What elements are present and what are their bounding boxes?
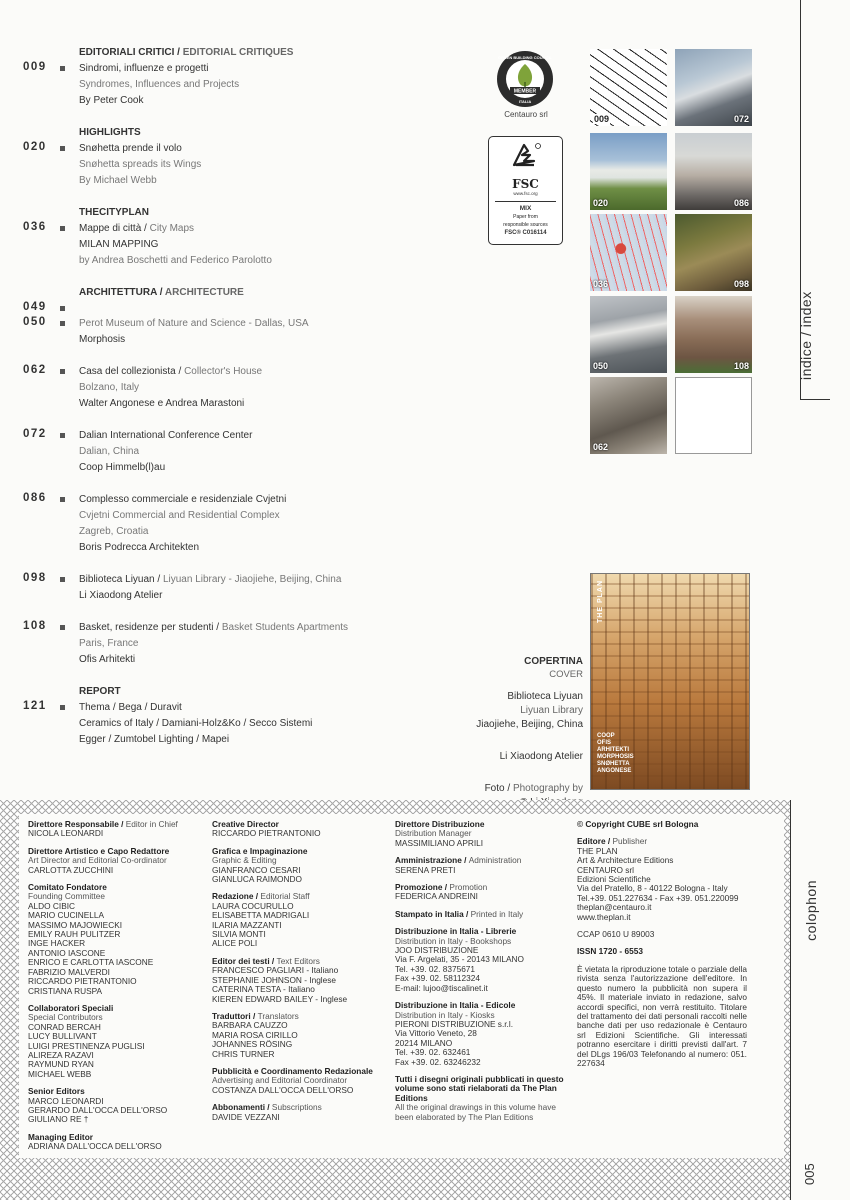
colophon-name: 20214 MILANO [395, 1037, 453, 1048]
index-line: Snøhetta spreads its Wings [79, 159, 202, 170]
colophon-name: SILVIA MONTI [212, 929, 266, 940]
colophon-subheading: Distribution in Italy - Kiosks [395, 1009, 495, 1020]
copyright: © Copyright CUBE srl Bologna [577, 819, 699, 829]
cover-place: Jiaojiehe, Beijing, China [476, 719, 583, 730]
colophon-heading-en: Printed in Italy [470, 908, 524, 919]
colophon-block [212, 1067, 387, 1095]
colophon-block [212, 820, 387, 839]
colophon-heading: Tutti i disegni originali pubblicati in questo volume sono stati rielaborati da The Plan Editions [395, 1073, 564, 1103]
gbc-member-text: MEMBER [513, 88, 537, 95]
colophon-heading: Managing Editor [28, 1131, 93, 1142]
colophon-name: LUIGI PRESTINENZA PUGLISI [28, 1040, 145, 1051]
thumbnail-number: 086 [733, 198, 749, 208]
bullet-square-icon [60, 577, 65, 582]
colophon-name: KIEREN EDWARD BAILEY - Inglese [212, 993, 348, 1004]
index-page-number: 098 [23, 572, 47, 584]
cover-photo-en: Photography by [512, 783, 583, 794]
colophon-name: Fax +39. 02. 63246232 [395, 1056, 481, 1067]
colophon-subheading: Advertising and Editorial Coordinator [212, 1075, 348, 1086]
index-line: Boris Podrecca Architekten [79, 542, 200, 553]
fsc-paper-1: Paper from [513, 214, 538, 220]
colophon-heading-en: Editor in Chief [125, 819, 178, 829]
colophon-subheading: Distribution in Italy - Bookshops [395, 935, 512, 946]
cover-label [524, 656, 583, 680]
colophon-name: SERENA PRETI [395, 864, 456, 875]
colophon-heading: Promozione / [395, 882, 450, 893]
colophon-name: ILARIA MAZZANTI [212, 919, 282, 930]
colophon-name: MARIO CUCINELLA [28, 910, 105, 921]
index-line: Mappe di città / City Maps [79, 223, 195, 234]
publisher-line: Edizioni Scientifiche [577, 874, 651, 885]
index-line: Ofis Arhitekti [79, 654, 136, 665]
thumbnail-072[interactable] [675, 49, 752, 126]
colophon-block [28, 1004, 203, 1079]
index-line: By Peter Cook [79, 95, 144, 106]
index-line: by Andrea Boschetti and Federico Parolotto [79, 255, 272, 266]
bullet-square-icon [60, 306, 65, 311]
bullet-square-icon [60, 705, 65, 710]
index-line: Egger / Zumtobel Lighting / Mapei [79, 734, 230, 745]
cover-image-text: COOP OFIS ARHITEKTI MORPHOSIS SNØHETTA ANGONESE [597, 733, 634, 774]
colophon-name: Via F. Argelati, 35 - 20143 MILANO [395, 954, 524, 965]
colophon-name: BARBARA CAUZZO [212, 1020, 288, 1031]
colophon-heading: Distribuzione in Italia - Librerie [395, 926, 517, 937]
colophon-name: MARCO LEONARDI [28, 1095, 104, 1106]
colophon-subheading: Special Contributors [28, 1012, 103, 1023]
colophon-heading: Direttore Responsabile / [28, 819, 126, 829]
cover-architect: Li Xiaodong Atelier [499, 751, 583, 762]
index-page-number: 062 [23, 364, 47, 376]
section-heading: THECITYPLAN [79, 207, 149, 218]
colophon-column-4 [577, 820, 747, 1076]
colophon-name: MARIA ROSA CIRILLO [212, 1029, 298, 1040]
colophon-name: PIERONI DISTRIBUZIONE s.r.l. [395, 1018, 514, 1029]
colophon-name: CATERINA TESTA - Italiano [212, 984, 315, 995]
fsc-title: FSC [512, 177, 539, 191]
cover-title-en: Liyuan Library [520, 705, 583, 716]
index-page-number: 050 [23, 316, 47, 328]
thumbnail-number: 062 [593, 442, 609, 452]
thumbnail-number: 098 [733, 279, 749, 289]
index-line: Ceramics of Italy / Damiani-Holz&Ko / Secco Sistemi [79, 718, 313, 729]
publisher-line: CENTAURO srl [577, 864, 635, 875]
colophon-name: ALIREZA RAZAVI [28, 1049, 94, 1060]
colophon-label-text: colophon [803, 880, 819, 941]
colophon-name: JOO DISTRIBUZIONE [395, 945, 479, 956]
colophon-heading: Collaboratori Speciali [28, 1002, 114, 1013]
thumbnail-empty [675, 377, 752, 454]
colophon-name: FEDERICA ANDREINI [395, 891, 478, 902]
index-line: Casa del collezionista / Collector's House [79, 366, 263, 377]
colophon-block [395, 910, 570, 919]
colophon-heading: Direttore Distribuzione [395, 819, 485, 829]
index-line: Dalian International Conference Center [79, 430, 253, 441]
index-line: Cvjetni Commercial and Residential Complex [79, 510, 280, 521]
colophon-name: STEPHANIE JOHNSON - Inglese [212, 974, 337, 985]
cover-magazine-logo: THE PLAN [597, 580, 604, 623]
index-line: Complesso commerciale e residenziale Cvjetni [79, 494, 287, 505]
index-line: Thema / Bega / Duravit [79, 702, 182, 713]
green-building-council-logo [496, 50, 554, 108]
issn: ISSN 1720 - 6553 [577, 946, 643, 957]
colophon-block [395, 883, 570, 902]
fsc-tree-icon [508, 141, 544, 171]
cover-title-it: Biblioteca Liyuan [507, 691, 583, 702]
cover-info [476, 690, 583, 810]
index-page-number: 108 [23, 620, 47, 632]
index-page-number: 036 [23, 221, 47, 233]
index-page-number: 020 [23, 141, 47, 153]
colophon-block [28, 883, 203, 996]
colophon-subheading: Graphic & Editing [212, 855, 277, 866]
thumbnail-020[interactable] [590, 133, 667, 210]
colophon-heading: Creative Director [212, 819, 279, 829]
colophon-heading: Distribuzione in Italia - Edicole [395, 1000, 516, 1011]
colophon-name: MICHAEL WEBB [28, 1068, 92, 1079]
colophon-name: MASSIMO MAJOWIECKI [28, 919, 123, 930]
thumbnail-050[interactable] [590, 296, 667, 373]
thumbnail-086[interactable] [675, 133, 752, 210]
colophon-block [395, 856, 570, 875]
bullet-square-icon [60, 226, 65, 231]
colophon-block [212, 892, 387, 948]
section-heading: EDITORIALI CRITICI / EDITORIAL CRITIQUES [79, 47, 294, 58]
colophon-name: ADRIANA DALL'OCCA DELL'ORSO [28, 1141, 162, 1152]
index-line: By Michael Webb [79, 175, 157, 186]
colophon-block [28, 1133, 203, 1152]
index-line: MILAN MAPPING [79, 239, 159, 250]
bullet-square-icon [60, 433, 65, 438]
fsc-logo [488, 136, 563, 245]
colophon-block [212, 1103, 387, 1122]
colophon-name: ENRICO E CARLOTTA IASCONE [28, 957, 154, 968]
index-line: Biblioteca Liyuan / Liyuan Library - Jiaojiehe, Beijing, China [79, 574, 342, 585]
colophon-column-1 [28, 820, 203, 1160]
colophon-name: LUCY BULLIVANT [28, 1031, 97, 1042]
colophon-name: Via Vittorio Veneto, 28 [395, 1028, 477, 1039]
colophon-name: COSTANZA DALL'OCCA DELL'ORSO [212, 1084, 354, 1095]
colophon-heading-en: Editorial Staff [260, 891, 310, 902]
colophon-block [28, 820, 203, 839]
colophon-name: JOHANNES RÖSING [212, 1039, 293, 1050]
colophon-name: INGE HACKER [28, 938, 86, 949]
colophon-block [212, 1012, 387, 1059]
colophon-subheading: Founding Committee [28, 891, 106, 902]
ccap: CCAP 0610 U 89003 [577, 929, 655, 940]
publisher-line: Art & Architecture Editions [577, 855, 674, 866]
colophon-name: ELISABETTA MADRIGALI [212, 910, 310, 921]
colophon-name: E-mail: lujoo@tiscalinet.it [395, 982, 488, 993]
colophon-name: ANTONIO IASCONE [28, 947, 106, 958]
index-line: Bolzano, Italy [79, 382, 140, 393]
publisher-heading-en: Publisher [612, 836, 648, 847]
colophon-heading: Redazione / [212, 891, 261, 902]
cover-label-en: COVER [549, 669, 583, 680]
bullet-square-icon [60, 369, 65, 374]
colophon-heading: Editor dei testi / [212, 955, 277, 966]
colophon-heading: Grafica e Impaginazione [212, 845, 308, 856]
index-page-number: 086 [23, 492, 47, 504]
publisher-line: www.theplan.it [577, 911, 631, 922]
index-line: Walter Angonese e Andrea Marastoni [79, 398, 245, 409]
colophon-block [28, 847, 203, 875]
thumbnail-number: 072 [733, 114, 749, 124]
thumbnail-062[interactable] [590, 377, 667, 454]
colophon-heading-en: Promotion [449, 882, 488, 893]
index-line: Perot Museum of Nature and Science - Dallas, USA [79, 318, 309, 329]
index-line: Snøhetta prende il volo [79, 143, 182, 154]
side-index-label [788, 230, 828, 390]
fsc-paper-2: responsible sources [503, 222, 548, 228]
index-line: Dalian, China [79, 446, 140, 457]
publisher-line: Via del Pratello, 8 - 40122 Bologna - Italy [577, 883, 728, 894]
fsc-code: FSC® C016114 [504, 230, 547, 236]
colophon-heading-en: Subscriptions [271, 1102, 322, 1113]
publisher-line: Tel.+39. 051.227634 - Fax +39. 051.220099 [577, 892, 739, 903]
bullet-square-icon [60, 497, 65, 502]
colophon-name: EMILY RAUH PULITZER [28, 929, 121, 940]
fsc-mix: MIX [495, 201, 556, 212]
gbc-ring-text: GREEN BUILDING COUNCIL [498, 55, 552, 60]
index-line: Li Xiaodong Atelier [79, 590, 163, 601]
thumbnail-number: 009 [594, 114, 610, 124]
bullet-square-icon [60, 66, 65, 71]
colophon-block [28, 1087, 203, 1125]
index-label-text: indice / index [798, 291, 814, 380]
index-line: Paris, France [79, 638, 139, 649]
colophon-heading: Amministrazione / [395, 855, 469, 866]
publisher-line: THE PLAN [577, 845, 618, 856]
cover-label-it: COPERTINA [524, 656, 583, 667]
colophon-heading-en: Administration [468, 855, 522, 866]
colophon-name: FABRIZIO MALVERDI [28, 966, 110, 977]
colophon-name: GERARDO DALL'OCCA DELL'ORSO [28, 1104, 168, 1115]
colophon-heading: Abbonamenti / [212, 1102, 272, 1113]
colophon-column-2 [212, 820, 387, 1130]
bullet-square-icon [60, 625, 65, 630]
colophon-name: DAVIDE VEZZANI [212, 1111, 280, 1122]
colophon-name: CONRAD BERCAH [28, 1021, 101, 1032]
colophon-block [395, 820, 570, 848]
bullet-square-icon [60, 321, 65, 326]
index-page-number: 009 [23, 61, 47, 73]
index-line: Morphosis [79, 334, 126, 345]
thumbnail-108[interactable] [675, 296, 752, 373]
publisher-line: theplan@centauro.it [577, 902, 652, 913]
cover-image[interactable] [590, 573, 750, 790]
colophon-heading: Direttore Artistico e Capo Redattore [28, 845, 170, 856]
index-line: Coop Himmelb(l)au [79, 462, 166, 473]
colophon-heading: Stampato in Italia / [395, 908, 471, 919]
legal-notice: È vietata la riproduzione totale o parziale della rivista senza l'autorizzazione dell'editore. In questo numero la pubblicità non supera il 45%. Il materiale inviato in redazione, salvo accordi specifici, non verrà restituito. Titolare del trattamento dei dati personali raccolti nelle banche dati per uso redazionale è Centauro srl Edizioni Scientifiche. Gli interessati potranno esercitare i diritti previsti dall'art. 7 del DLgs 196/03 Telefonando al numero: 051. 227634 [577, 963, 747, 1068]
gbc-italia-text: ITALIA [518, 99, 532, 104]
colophon-name: CRISTIANA RUSPA [28, 985, 103, 996]
colophon-name: GIANFRANCO CESARI [212, 864, 301, 875]
colophon-name: CARLOTTA ZUCCHINI [28, 864, 114, 875]
colophon-name: CHRIS TURNER [212, 1048, 275, 1059]
side-colophon-label [790, 800, 850, 1200]
thumbnail-number: 108 [733, 361, 749, 371]
colophon-name: Fax +39. 02. 58112324 [395, 973, 480, 984]
colophon-name: RICCARDO PIETRANTONIO [28, 976, 137, 987]
colophon-block [212, 847, 387, 885]
colophon-name: RICCARDO PIETRANTONIO [212, 828, 321, 839]
fsc-site: www.fsc.org [513, 191, 538, 196]
bullet-square-icon [60, 146, 65, 151]
index-page-number: 072 [23, 428, 47, 440]
index-line: Basket, residenze per studenti / Basket Students Apartments [79, 622, 349, 633]
colophon-column-3 [395, 820, 570, 1130]
colophon-name: GIULIANO RE † [28, 1114, 89, 1125]
gbc-label: Centauro srl [504, 110, 548, 119]
index-line: Syndromes, Influences and Projects [79, 79, 240, 90]
thumbnail-009[interactable] [590, 49, 667, 126]
colophon-block [395, 1001, 570, 1067]
section-heading: HIGHLIGHTS [79, 127, 141, 138]
colophon-subheading: Distribution Manager [395, 828, 472, 839]
section-heading: REPORT [79, 686, 121, 697]
colophon-heading: Senior Editors [28, 1086, 85, 1097]
colophon-heading: Traduttori / [212, 1010, 258, 1021]
index-page-number: 049 [23, 301, 47, 313]
section-heading: ARCHITETTURA / ARCHITECTURE [79, 287, 244, 298]
colophon-name: NICOLA LEONARDI [28, 828, 104, 839]
colophon-name: ALICE POLI [212, 938, 258, 949]
thumbnail-number: 050 [593, 361, 609, 371]
colophon-block [395, 927, 570, 993]
index-line: Sindromi, influenze e progetti [79, 63, 209, 74]
colophon-name: Tel. +39. 02. 632461 [395, 1047, 471, 1058]
colophon-heading: Comitato Fondatore [28, 882, 107, 893]
colophon-heading: Pubblicità e Coordinamento Redazionale [212, 1065, 373, 1076]
colophon-heading-en: Text Editors [276, 955, 320, 966]
thumbnail-098[interactable] [675, 214, 752, 291]
cover-photo-it: Foto / [484, 783, 513, 794]
colophon-block [212, 957, 387, 1004]
colophon-name: MASSIMILIANO APRILI [395, 837, 484, 848]
colophon-name: LAURA COCURULLO [212, 900, 294, 911]
index-page-number: 121 [23, 700, 47, 712]
thumbnail-number: 036 [593, 279, 609, 289]
colophon-name: RAYMUND RYAN [28, 1059, 94, 1070]
colophon-name: Tel. +39. 02. 8375671 [395, 963, 476, 974]
thumbnail-number: 020 [593, 198, 609, 208]
page-number: 005 [802, 1163, 817, 1185]
colophon-name: FRANCESCO PAGLIARI - Italiano [212, 965, 339, 976]
colophon-block [395, 1075, 570, 1122]
thumbnail-036[interactable] [590, 214, 667, 291]
colophon-subheading: Art Director and Editorial Co-ordinator [28, 855, 167, 866]
colophon-name: GIANLUCA RAIMONDO [212, 874, 302, 885]
index-line: Zagreb, Croatia [79, 526, 149, 537]
colophon-heading-en: Translators [257, 1010, 299, 1021]
colophon-subheading: All the original drawings in this volume have been elaborated by The Plan Editions [395, 1102, 556, 1122]
colophon-name: ALDO CIBIC [28, 900, 76, 911]
publisher-heading: Editore / [577, 836, 613, 847]
index-divider-tick [800, 399, 830, 400]
